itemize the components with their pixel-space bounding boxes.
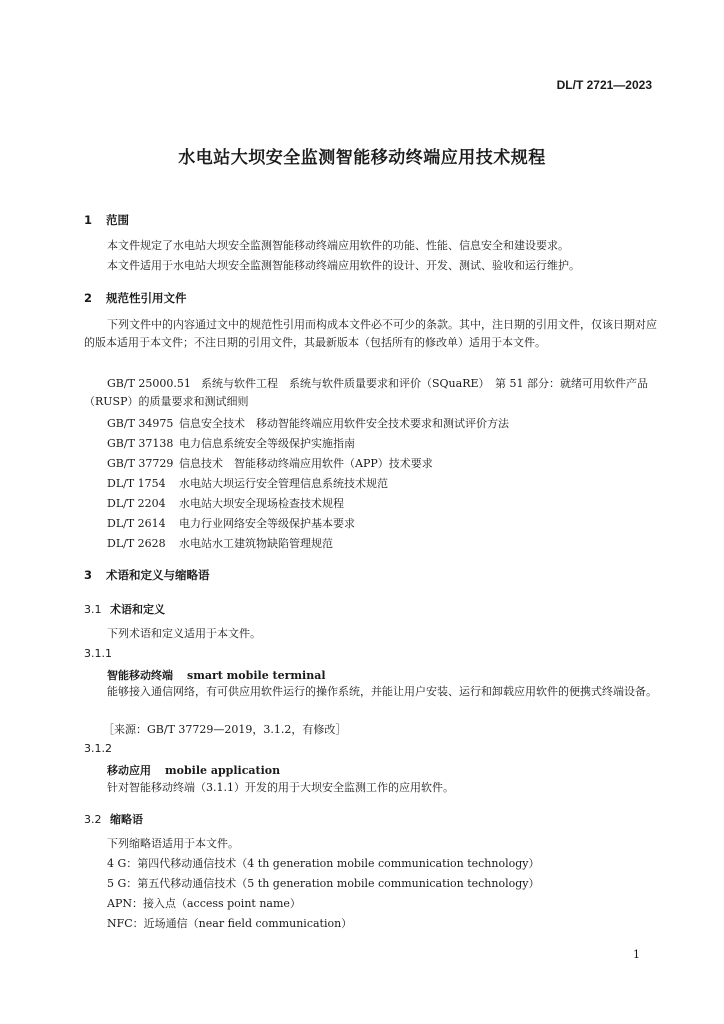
reference-code: DL/T 2628 — [107, 537, 166, 550]
reference-title: 系统与软件工程 系统与软件质量要求和评价（SQuaRE） 第 51 部分：就绪可用软件产品（RUSP）的质量要求和测试细则 — [84, 377, 648, 408]
reference-title: 电力信息系统安全等级保护实施指南 — [179, 437, 355, 450]
subsection-title: 术语和定义 — [110, 603, 165, 616]
term-heading — [107, 762, 280, 778]
term-zh: 智能移动终端 — [107, 669, 173, 682]
reference-code: DL/T 2204 — [107, 497, 166, 510]
section-number: 2 — [84, 291, 93, 305]
abbreviation-item: 5 G：第五代移动通信技术（5 th generation mobile communication technology） — [107, 877, 540, 890]
reference-title: 水电站大坝安全现场检查技术规程 — [179, 497, 344, 510]
abbreviation-item: 4 G：第四代移动通信技术（4 th generation mobile communication technology） — [107, 857, 540, 870]
standard-code: DL/T 2721—2023 — [556, 78, 652, 92]
subsection-number: 3.2 — [84, 813, 102, 826]
document-title: 水电站大坝安全监测智能移动终端应用技术规程 — [178, 148, 546, 168]
reference-code: GB/T 37138 — [107, 437, 174, 450]
section-number: 1 — [84, 213, 93, 227]
paragraph: 本文件规定了水电站大坝安全监测智能移动终端应用软件的功能、性能、信息安全和建设要求。 — [107, 239, 569, 252]
abbreviation-item: NFC：近场通信（near field communication） — [107, 917, 353, 930]
section-2-heading — [84, 290, 187, 306]
subsection-title: 缩略语 — [110, 813, 143, 826]
term-number: 3.1.1 — [84, 647, 112, 660]
reference-code: GB/T 25000.51 — [107, 377, 191, 390]
page-number: 1 — [633, 948, 640, 961]
abbreviation-item: APN：接入点（access point name） — [107, 897, 301, 910]
reference-code: DL/T 1754 — [107, 477, 166, 490]
reference-code: DL/T 2614 — [107, 517, 166, 530]
subsection-3-1-heading — [84, 601, 165, 617]
reference-title: 信息安全技术 移动智能终端应用软件安全技术要求和测试评价方法 — [179, 417, 509, 430]
reference-title: 信息技术 智能移动终端应用软件（APP）技术要求 — [179, 457, 433, 470]
section-number: 3 — [84, 568, 93, 582]
reference-code: GB/T 34975 — [107, 417, 174, 430]
paragraph: 下列文件中的内容通过文中的规范性引用而构成本文件必不可少的条款。其中，注日期的引用文件，仅该日期对应的版本适用于本文件；不注日期的引用文件，其最新版本（包括所有的修改单）适用于本文件。 — [84, 318, 657, 349]
reference-item — [107, 475, 388, 491]
section-title: 范围 — [106, 213, 129, 227]
reference-code: GB/T 37729 — [107, 457, 174, 470]
section-title: 规范性引用文件 — [106, 291, 187, 305]
term-heading — [107, 667, 326, 683]
paragraph: 本文件适用于水电站大坝安全监测智能移动终端应用软件的设计、开发、测试、验收和运行维护。 — [107, 259, 580, 272]
reference-item — [107, 435, 355, 451]
section-3-heading — [84, 567, 210, 583]
term-number: 3.1.2 — [84, 742, 112, 755]
subsection-number: 3.1 — [84, 603, 102, 616]
section-title: 术语和定义与缩略语 — [106, 568, 210, 582]
reference-item — [107, 515, 355, 531]
reference-title: 水电站大坝运行安全管理信息系统技术规范 — [179, 477, 388, 490]
paragraph: 下列术语和定义适用于本文件。 — [107, 627, 261, 640]
subsection-3-2-heading — [84, 811, 143, 827]
term-zh: 移动应用 — [107, 764, 151, 777]
term-source: ［来源：GB/T 37729—2019，3.1.2，有修改］ — [103, 723, 347, 736]
term-en: smart mobile terminal — [187, 669, 326, 682]
term-en: mobile application — [165, 764, 281, 777]
reference-item — [84, 375, 664, 411]
reference-item — [107, 495, 344, 511]
reference-item — [107, 415, 509, 431]
term-definition: 针对智能移动终端（3.1.1）开发的用于大坝安全监测工作的应用软件。 — [107, 781, 454, 794]
paragraph: 下列缩略语适用于本文件。 — [107, 837, 239, 850]
section-1-heading — [84, 212, 129, 228]
reference-item — [107, 455, 433, 471]
reference-title: 电力行业网络安全等级保护基本要求 — [179, 517, 355, 530]
term-definition: 能够接入通信网络，有可供应用软件运行的操作系统，并能让用户安装、运行和卸载应用软件的便携式终端设备。 — [107, 685, 657, 698]
reference-item — [107, 535, 333, 551]
reference-title: 水电站水工建筑物缺陷管理规范 — [179, 537, 333, 550]
